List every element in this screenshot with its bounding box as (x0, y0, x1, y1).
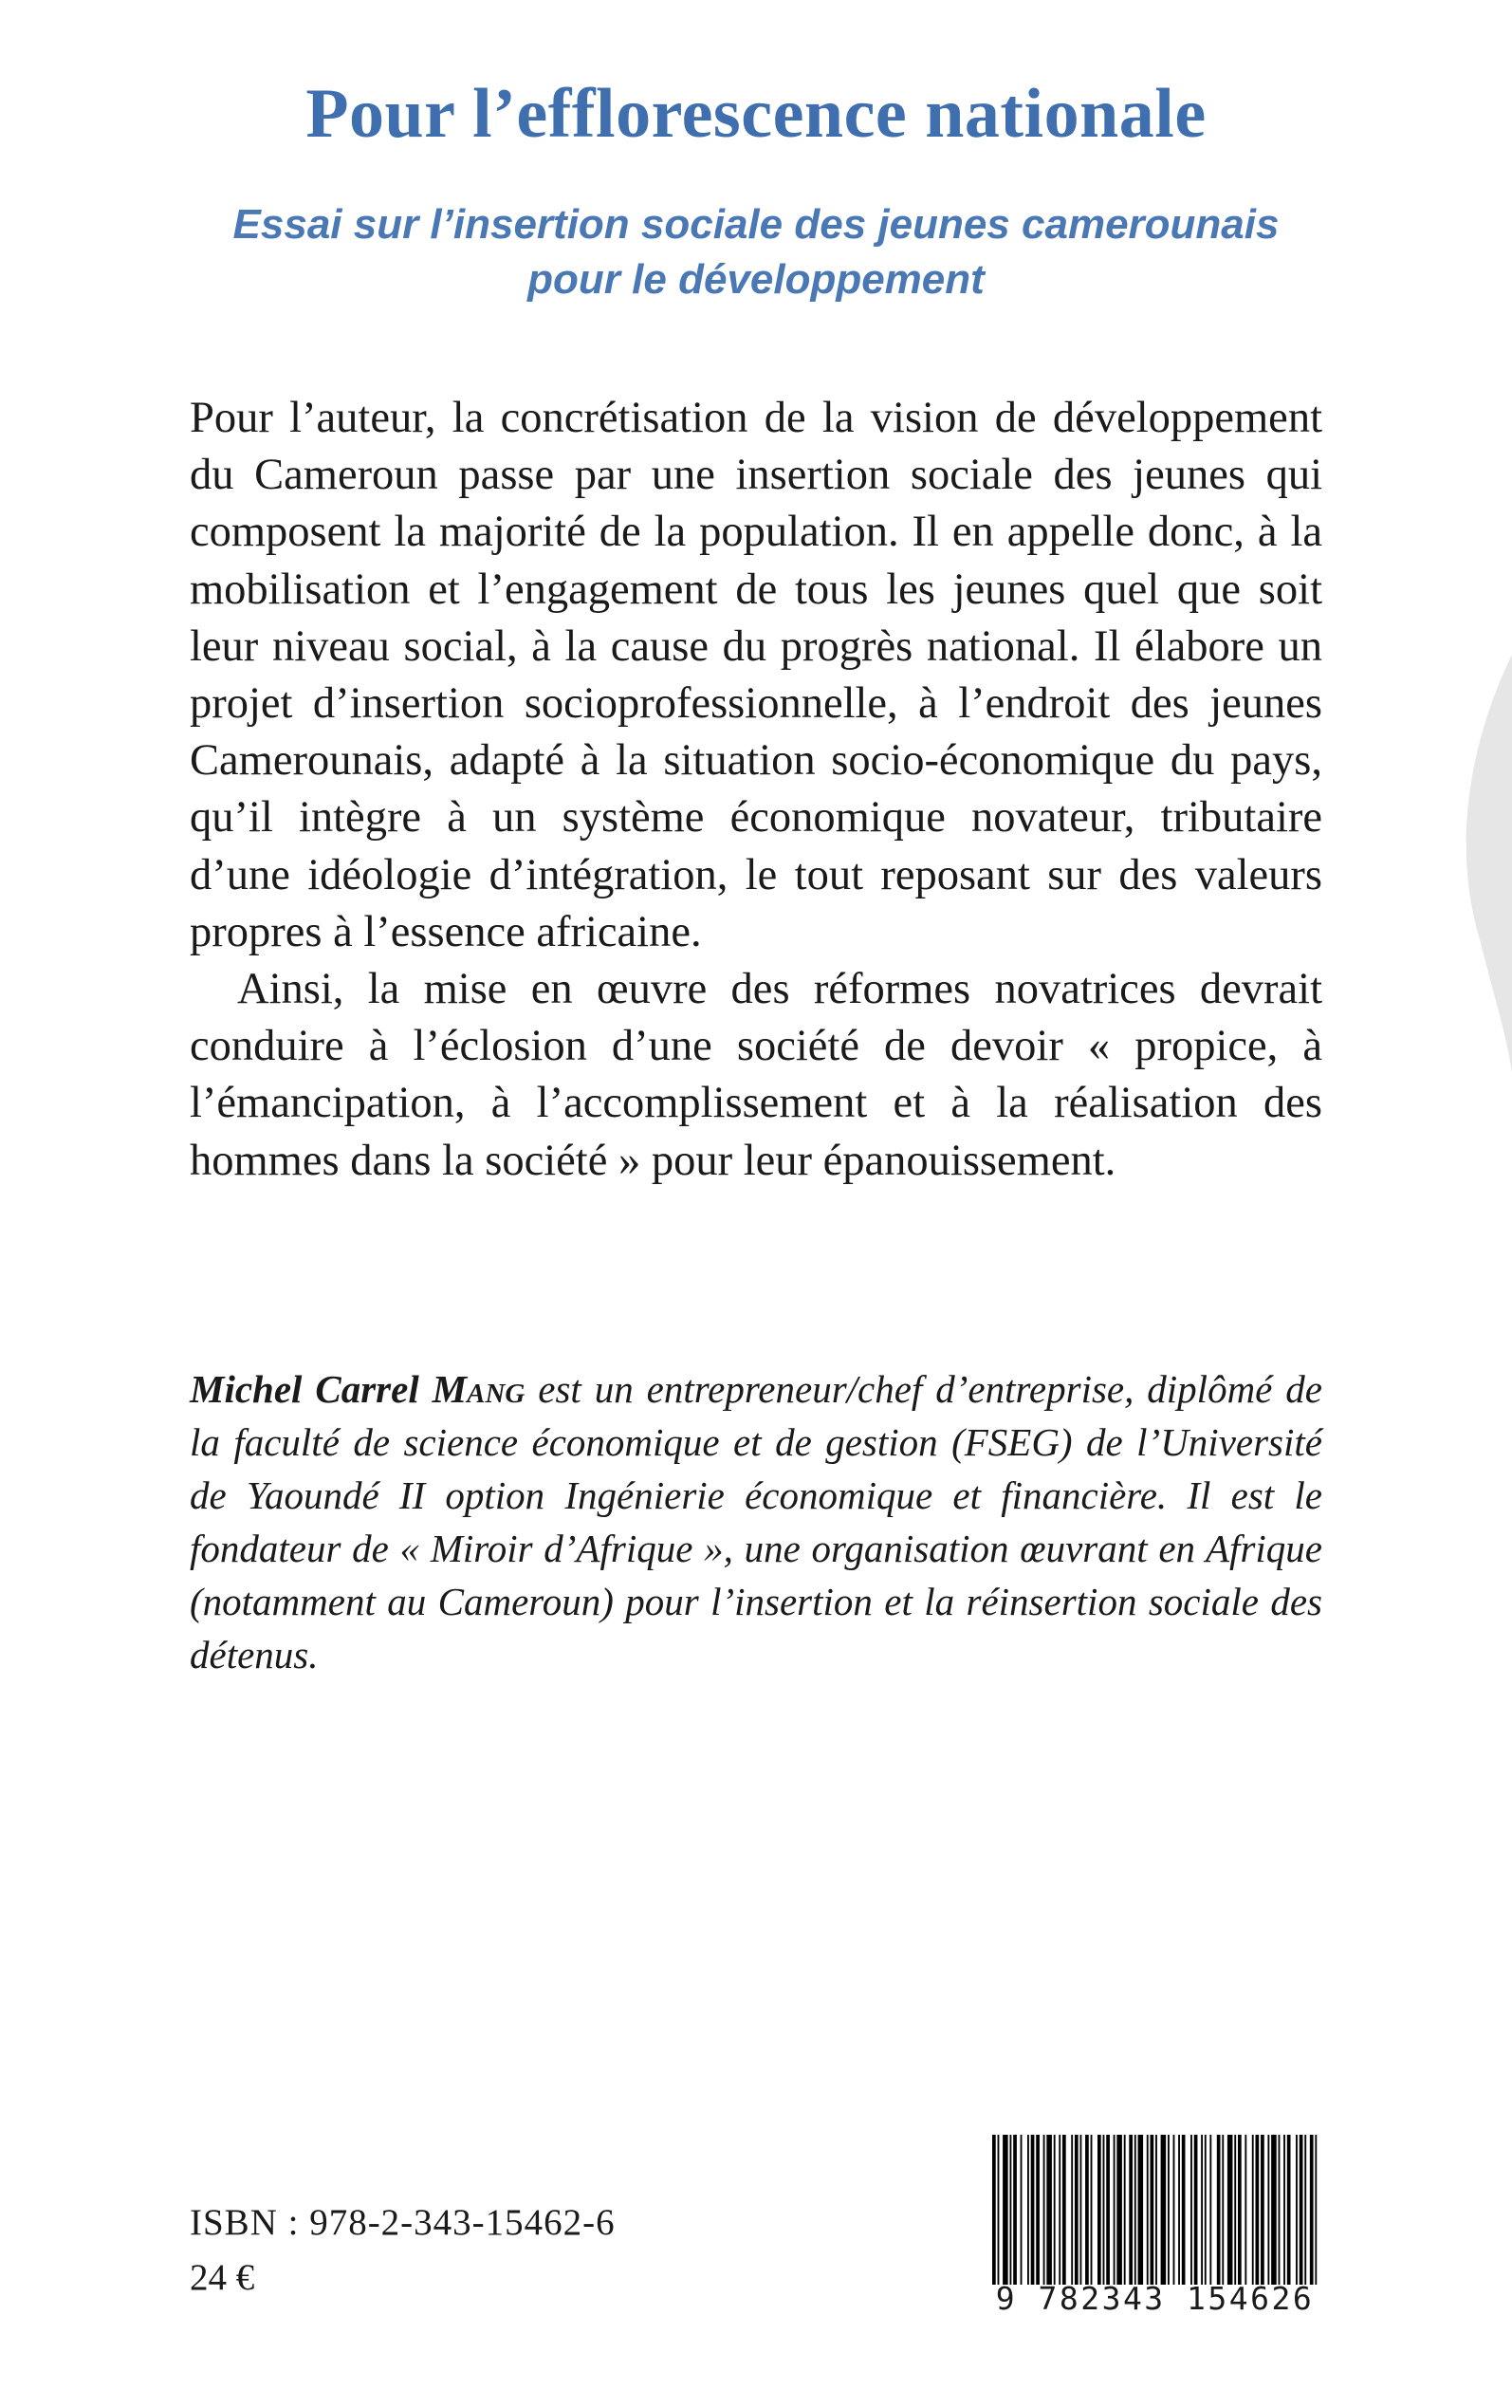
barcode-bar (1178, 2135, 1180, 2285)
barcode-bar (1036, 2135, 1040, 2285)
book-title: Pour l’efflorescence nationale (305, 75, 1207, 153)
barcode-bar (1114, 2135, 1116, 2285)
barcode-bar (1085, 2135, 1089, 2285)
barcode-bar (1283, 2135, 1285, 2285)
summary-paragraph-1: Pour l’auteur, la concrétisation de la vision de développement du Cameroun passe par une insertion sociale des jeunes qui composent la majorité de la population. Il en appelle donc, à la mobilisation et l’engagement de tous les jeunes quel que soit leur niveau social, à la cause du progrès national. Il élabore un projet d’insertion socioprofessionnelle, à l’endroit des jeunes Camerounais, adapté à la situation socio-économique du pays, qu’il intègre à un système économique novateur, tributaire d’une idéologie d’intégration, le tout reposant sur des valeurs propres à l’essence africaine. (190, 394, 1322, 956)
isbn-label: ISBN : 978-2-343-15462-6 (190, 2202, 616, 2243)
author-name (190, 1367, 525, 1411)
barcode-bars (986, 2135, 1323, 2285)
barcode-bar (1217, 2135, 1221, 2285)
author-first-name: Michel Carrel (190, 1367, 433, 1411)
summary-paragraph-2: Ainsi, la mise en œuvre des réformes novatrices devrait conduire à l’éclosion d’une société de devoir « propice, à l’émancipation, à l’accomplissement et à la réalisation des hommes dans la société » pour leur épanouissement. (190, 965, 1322, 1185)
barcode-bar (1075, 2135, 1079, 2285)
decorative-swoosh (1451, 655, 1512, 1072)
barcode-bar (1296, 2135, 1298, 2285)
barcode-bar (1173, 2135, 1175, 2285)
barcode-bar (1252, 2135, 1254, 2285)
barcode-bar (1080, 2135, 1082, 2285)
barcode-bar (1279, 2135, 1281, 2285)
barcode-bar (1227, 2135, 1233, 2285)
barcode-bar (1054, 2135, 1056, 2285)
barcode-bar (1147, 2135, 1149, 2285)
barcode-bar (1151, 2135, 1154, 2285)
barcode-bar (1103, 2135, 1105, 2285)
barcode-bar (1245, 2135, 1246, 2285)
barcode-bar (992, 2135, 996, 2285)
barcode-bar (1106, 2135, 1110, 2285)
barcode (986, 2135, 1323, 2325)
barcode-bar (1046, 2135, 1052, 2285)
subtitle-line-1: Essai sur l’insertion sociale des jeunes camerounais (232, 201, 1280, 248)
barcode-bar (1304, 2135, 1306, 2285)
barcode-bar (1031, 2135, 1035, 2285)
barcode-bar (1027, 2135, 1029, 2285)
barcode-bar (1256, 2135, 1260, 2285)
barcode-bar (1182, 2135, 1186, 2285)
author-last-name: Mang (432, 1367, 526, 1411)
barcode-bar (1310, 2135, 1314, 2285)
barcode-bar (1161, 2135, 1167, 2285)
barcode-bar (1190, 2135, 1192, 2285)
subtitle-line-2: pour le développement (527, 256, 985, 303)
barcode-bar (1097, 2135, 1101, 2285)
barcode-bar (1271, 2135, 1277, 2285)
barcode-bar (1021, 2135, 1023, 2285)
barcode-bar (1062, 2135, 1066, 2285)
book-subtitle (0, 197, 1512, 307)
barcode-bar (1129, 2135, 1133, 2285)
price-label: 24 € (190, 2257, 255, 2298)
barcode-bar (1222, 2135, 1224, 2285)
barcode-bar (998, 2135, 1000, 2285)
barcode-bar (1300, 2135, 1303, 2285)
barcode-bar (1013, 2135, 1017, 2285)
barcode-bar (1043, 2135, 1045, 2285)
barcode-bar (1261, 2135, 1264, 2285)
barcode-bar (1091, 2135, 1093, 2285)
barcode-bar (1267, 2135, 1269, 2285)
barcode-bar (1003, 2135, 1008, 2285)
barcode-bar (1059, 2135, 1060, 2285)
barcode-bar (1071, 2135, 1073, 2285)
barcode-bar (1116, 2135, 1122, 2285)
barcode-bar (1124, 2135, 1126, 2285)
barcode-bar (1134, 2135, 1136, 2285)
barcode-bar (1205, 2135, 1207, 2285)
barcode-bar (1194, 2135, 1198, 2285)
barcode-bar (1168, 2135, 1170, 2285)
author-bio-text: est un entrepreneur/chef d’entreprise, diplômé de la faculté de science économique et de gestion (FSEG) de l’Université de Yaoundé II option Ingénierie économique et financière. Il est le fondateur de « Miroir d’Afrique », une organisation œuvrant en Afrique (notamment au Cameroun) pour l’insertion et la réinsertion sociale des détenus. (190, 1367, 1322, 1676)
barcode-bar (1010, 2135, 1012, 2285)
barcode-bar (1201, 2135, 1203, 2285)
barcode-bar (1234, 2135, 1236, 2285)
barcode-bar (1315, 2135, 1317, 2285)
summary-text (190, 390, 1322, 1190)
barcode-digits: 9 782343 154626 (995, 2280, 1315, 2317)
barcode-bar (1287, 2135, 1291, 2285)
barcode-bar (1155, 2135, 1157, 2285)
author-bio (190, 1362, 1322, 1681)
barcode-bar (1209, 2135, 1211, 2285)
barcode-bar (1238, 2135, 1242, 2285)
barcode-bar (1138, 2135, 1144, 2285)
